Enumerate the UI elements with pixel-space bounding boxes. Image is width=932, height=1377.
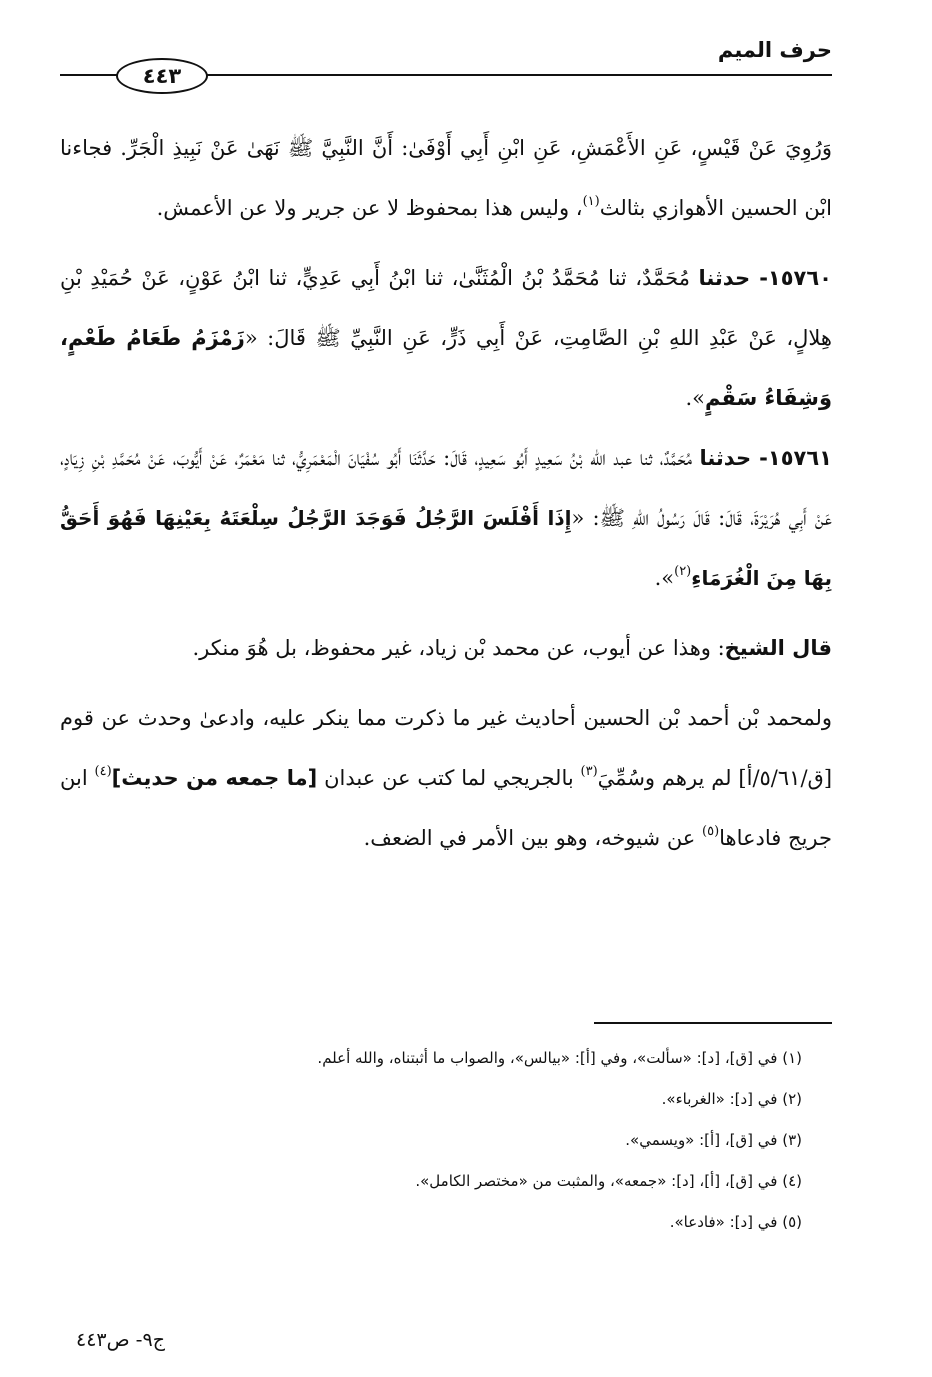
shaykh-comment-text: : وهذا عن أيوب، عن محمد بْن زياد، غير محفوظ، بل هُوَ منكر. xyxy=(192,636,725,660)
hadith-15760-matn: زَمْزَمُ طَعَامُ طَعْمٍ، وَشِفَاءُ سَقْمٍ xyxy=(60,326,832,410)
paragraph-1-text: وَرُوِيَ عَنْ قَيْسٍ، عَنِ الأَعْمَشِ، عَنِ ابْنِ أَبِي أَوْفَىٰ: أَنَّ النَّبِيَّ ﷺ نَهَىٰ عَنْ نَبِيذِ الْجَرِّ. فجاءنا ابْن الحسين الأهوازي بثالث xyxy=(60,136,832,220)
hadith-15760 xyxy=(60,248,832,428)
paragraph-1-end: ، وليس هذا بمحفوظ لا عن جرير ولا عن الأعمش. xyxy=(156,196,583,220)
footnote-ref-3: (٣) xyxy=(580,764,598,779)
paragraph-5 xyxy=(60,688,832,868)
footnote-ref-5: (٥) xyxy=(702,824,720,839)
footnote-2: (٢) في [د]: «الغرباء». xyxy=(661,1090,802,1108)
footnote-5: (٥) في [د]: «فادعا». xyxy=(669,1213,802,1231)
volume-page-reference: ج٩- ص٤٤٣ xyxy=(76,1329,165,1351)
hadith-15761 xyxy=(60,428,832,608)
page-number-badge: ٤٤٣ xyxy=(116,58,208,94)
footnote-3: (٣) في [ق]، [أ]: «ويسمي». xyxy=(625,1131,802,1149)
hadith-15761-number: ١٥٧٦١- حدثنا xyxy=(699,446,832,470)
running-title: حرف الميم xyxy=(717,38,832,62)
paragraph-5-part-b: بالجريجي لما كتب عن عبدان xyxy=(317,766,581,790)
footnote-separator xyxy=(594,1022,832,1024)
hadith-15760-chain: مُحَمَّدٌ، ثنا مُحَمَّدُ بْنُ الْمُثَنَّىٰ، ثنا ابْنُ أَبِي عَدِيٍّ، ثنا ابْنُ عَوْنٍ، عَنْ حُمَيْدِ بْنِ هِلالٍ، عَنْ عَبْدِ اللهِ بْنِ الصَّامِتِ، عَنْ أَبِي ذَرٍّ، عَنِ النَّبِيِّ ﷺ قَالَ: « xyxy=(60,266,832,350)
shaykh-label: قال الشيخ xyxy=(724,636,832,660)
hadith-15761-matn: إِذَا أَفْلَسَ الرَّجُلُ فَوَجَدَ الرَّجُلُ سِلْعَتَهُ بِعَيْنِهَا فَهُوَ أَحَقُّ بِهَا مِنَ الْغُرَمَاءِ xyxy=(60,506,832,590)
footnote-4: (٤) في [ق]، [أ]، [د]: «جمعه»، والمثبت من «مختصر الكامل». xyxy=(415,1172,802,1190)
shaykh-comment xyxy=(60,618,832,678)
hadith-15760-close: ». xyxy=(685,386,706,410)
paragraph-5-part-c: ابن جريج فادعاها xyxy=(60,766,832,850)
footnote-ref-4: (٤) xyxy=(94,764,112,779)
footnote-ref-1: (١) xyxy=(582,194,600,209)
hadith-15761-close: ». xyxy=(654,566,675,590)
paragraph-5-part-d: عن شيوخه، وهو بين الأمر في الضعف. xyxy=(363,826,703,850)
hadith-15760-number: ١٥٧٦٠- حدثنا xyxy=(698,266,832,290)
paragraph-5-part-a: ولمحمد بْن أحمد بْن الحسين أحاديث غير ما ذكرت مما ينكر عليه، وادعىٰ وحدث عن قوم [ق/٥/٦١/أ] لم يرهم وسُمِّيَ xyxy=(60,706,833,790)
footnote-1: (١) في [ق]، [د]: «سألت»، وفي [أ]: «بيالس»، والصواب ما أثبتناه، والله أعلم. xyxy=(317,1049,802,1067)
footnote-ref-2: (٢) xyxy=(674,564,692,579)
hadith-15761-chain: مُحَمَّدٌ، ثنا عبد الله بْنُ سَعِيدٍ أَبُو سَعِيدٍ، قَالَ: حَدَّثَنَا أَبُو سُفْيَانَ الْمَعْمَرِيُّ، ثنا مَعْمَرٌ، عَنْ أَيُّوبَ، عَنْ مُحَمَّدِ بْنِ زِيَادٍ، عَنْ أَبِي هُرَيْرَةَ، قَالَ: قَالَ رَسُولُ اللهِ ﷺ: « xyxy=(60,446,833,530)
page-header xyxy=(60,30,832,96)
main-text xyxy=(60,118,832,868)
paragraph-5-bracket: [ما جمعه من حديث] xyxy=(111,766,318,790)
footnotes xyxy=(60,1038,832,1243)
paragraph-1 xyxy=(60,118,832,238)
